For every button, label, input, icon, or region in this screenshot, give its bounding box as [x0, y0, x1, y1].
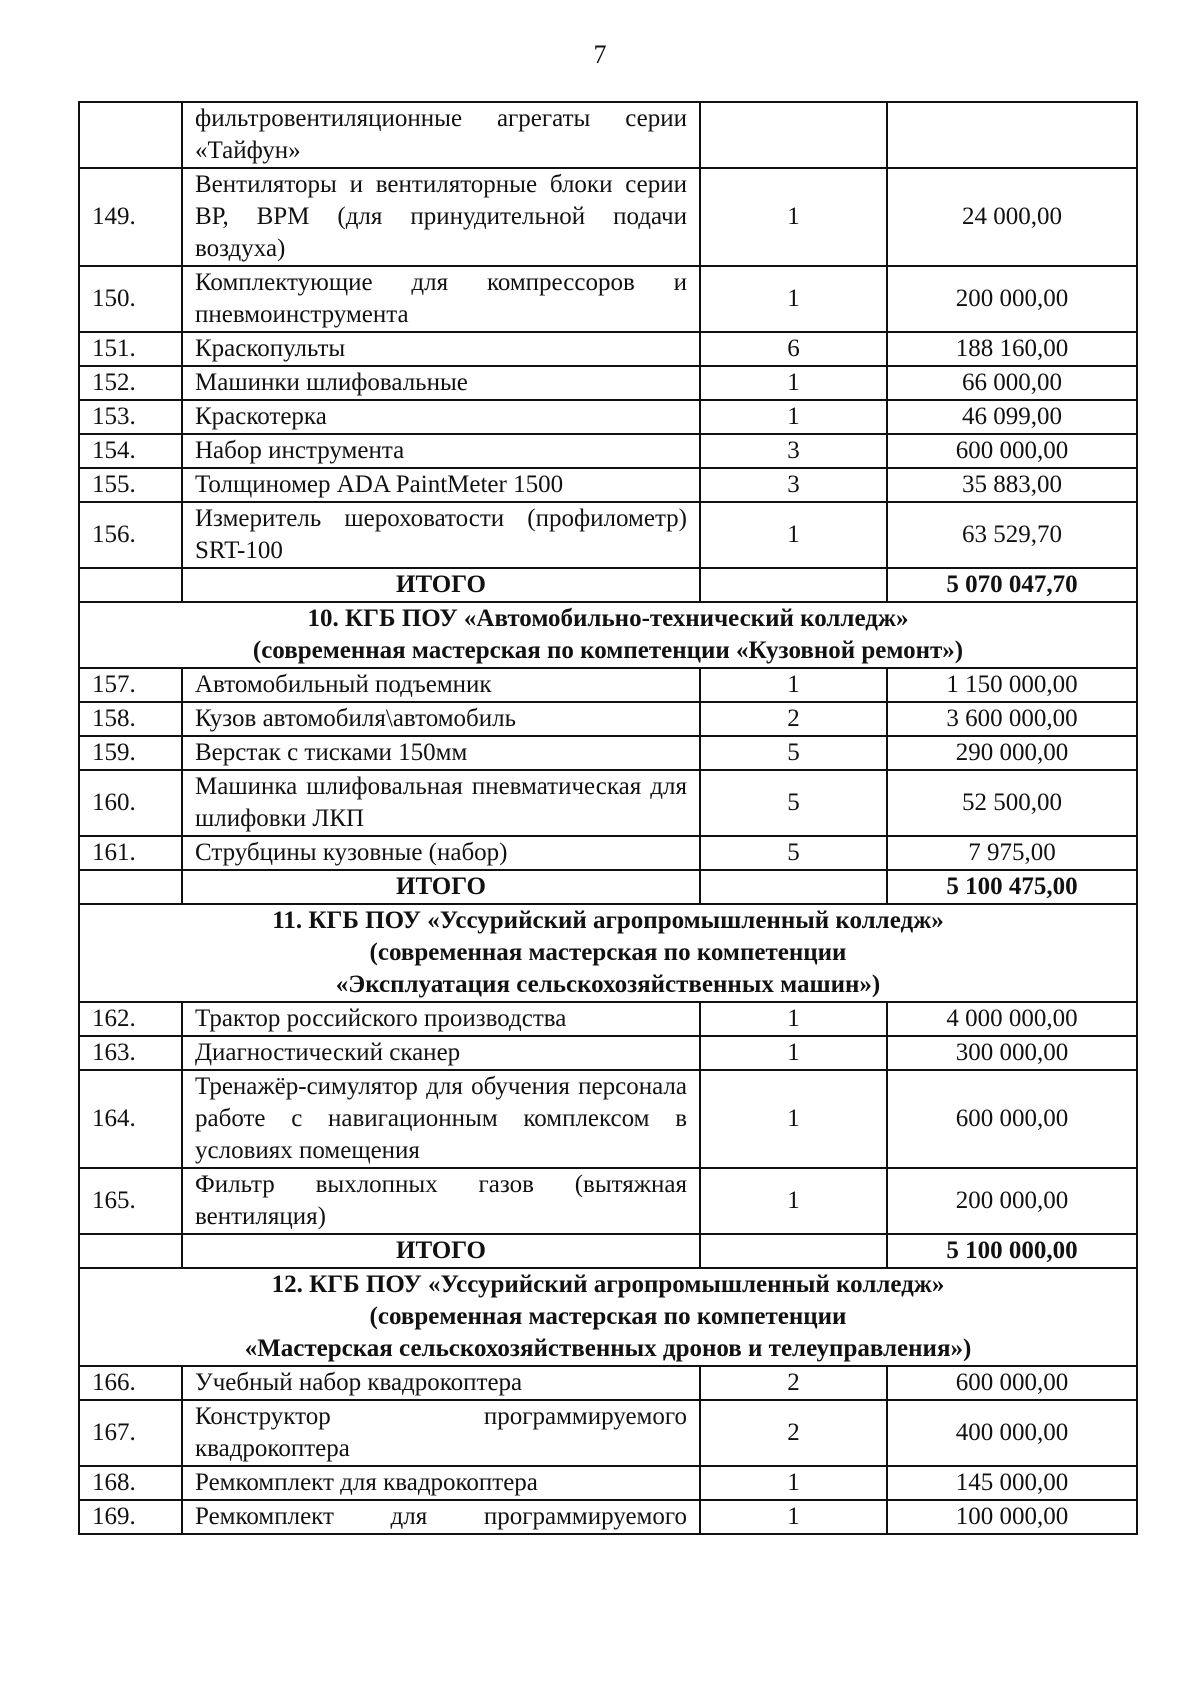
item-quantity: 5: [700, 836, 887, 870]
item-quantity: 1: [700, 1036, 887, 1070]
item-quantity: 2: [700, 1366, 887, 1400]
section-line: 11. КГБ ПОУ «Уссурийский агропромышленный колледж»: [272, 907, 944, 934]
section-header: [79, 1268, 1137, 1366]
item-quantity: 6: [700, 332, 887, 366]
item-sum: [887, 102, 1137, 168]
section-title: [79, 602, 1137, 668]
item-sum: 7 975,00: [887, 836, 1137, 870]
item-sum: 600 000,00: [887, 1070, 1137, 1168]
total-row: [79, 1234, 1137, 1268]
item-sum: 100 000,00: [887, 1500, 1137, 1534]
row-number: 157.: [79, 668, 182, 702]
section-line: «Эксплуатация сельскохозяйственных машин»): [335, 971, 881, 998]
item-sum: 35 883,00: [887, 468, 1137, 502]
section-line: «Мастерская сельскохозяйственных дронов и телеуправления»): [244, 1335, 972, 1362]
row-number: 161.: [79, 836, 182, 870]
row-number: 150.: [79, 266, 182, 332]
table-row: [79, 502, 1137, 568]
item-name: Трактор российского производства: [182, 1002, 700, 1036]
table-row: [79, 434, 1137, 468]
item-quantity: 1: [700, 502, 887, 568]
section-line: 12. КГБ ПОУ «Уссурийский агропромышленный колледж»: [271, 1271, 945, 1298]
item-quantity: 1: [700, 1002, 887, 1036]
table-row: [79, 1002, 1137, 1036]
item-sum: 600 000,00: [887, 434, 1137, 468]
item-sum: 24 000,00: [887, 168, 1137, 266]
item-sum: 4 000 000,00: [887, 1002, 1137, 1036]
row-number: 169.: [79, 1500, 182, 1534]
item-quantity: 1: [700, 1070, 887, 1168]
row-number: 152.: [79, 366, 182, 400]
table-row: [79, 770, 1137, 836]
total-sum: 5 100 475,00: [887, 870, 1137, 904]
item-name: Учебный набор квадрокоптера: [182, 1366, 700, 1400]
total-sum: 5 100 000,00: [887, 1234, 1137, 1268]
row-number: 153.: [79, 400, 182, 434]
total-label: ИТОГО: [182, 870, 700, 904]
item-quantity: 1: [700, 168, 887, 266]
row-number: 156.: [79, 502, 182, 568]
item-quantity: 2: [700, 1400, 887, 1466]
row-number: 165.: [79, 1168, 182, 1234]
item-sum: 63 529,70: [887, 502, 1137, 568]
item-name: Конструктор программируемого квадрокоптера: [182, 1400, 700, 1466]
table-row: [79, 702, 1137, 736]
section-title: [79, 904, 1137, 1002]
table-row: [79, 366, 1137, 400]
item-sum: 290 000,00: [887, 736, 1137, 770]
item-quantity: 1: [700, 366, 887, 400]
table-row: [79, 1070, 1137, 1168]
row-number: 154.: [79, 434, 182, 468]
item-sum: 3 600 000,00: [887, 702, 1137, 736]
section-header: [79, 602, 1137, 668]
empty-cell: [79, 568, 182, 602]
table-row: [79, 266, 1137, 332]
row-number: 168.: [79, 1466, 182, 1500]
row-number: 167.: [79, 1400, 182, 1466]
item-quantity: 3: [700, 468, 887, 502]
item-quantity: 5: [700, 736, 887, 770]
table-row: [79, 736, 1137, 770]
total-label: ИТОГО: [182, 568, 700, 602]
item-name: Набор инструмента: [182, 434, 700, 468]
item-name: фильтровентиляционные агрегаты серии «Тайфун»: [182, 102, 700, 168]
table-row: [79, 102, 1137, 168]
item-name: Автомобильный подъемник: [182, 668, 700, 702]
empty-cell: [700, 870, 887, 904]
item-name: Машинки шлифовальные: [182, 366, 700, 400]
item-quantity: 3: [700, 434, 887, 468]
empty-cell: [700, 568, 887, 602]
row-number: 164.: [79, 1070, 182, 1168]
page-number: 7: [593, 40, 607, 69]
row-number: 160.: [79, 770, 182, 836]
item-name: Краскотерка: [182, 400, 700, 434]
table-row: [79, 400, 1137, 434]
item-name: Кузов автомобиля\автомобиль: [182, 702, 700, 736]
equipment-table: [78, 101, 1138, 1535]
item-name: Краскопульты: [182, 332, 700, 366]
item-quantity: 5: [700, 770, 887, 836]
row-number: 159.: [79, 736, 182, 770]
total-label: ИТОГО: [182, 1234, 700, 1268]
table-row: [79, 668, 1137, 702]
item-name: Вентиляторы и вентиляторные блоки серии ВР, ВРМ (для принудительной подачи воздуха): [182, 168, 700, 266]
item-sum: 66 000,00: [887, 366, 1137, 400]
item-sum: 52 500,00: [887, 770, 1137, 836]
table-row: [79, 1466, 1137, 1500]
table-row: [79, 168, 1137, 266]
row-number: 149.: [79, 168, 182, 266]
item-name: Комплектующие для компрессоров и пневмоинструмента: [182, 266, 700, 332]
item-sum: 600 000,00: [887, 1366, 1137, 1400]
row-number: [79, 102, 182, 168]
item-sum: 200 000,00: [887, 266, 1137, 332]
item-sum: 400 000,00: [887, 1400, 1137, 1466]
section-line: (современная мастерская по компетенции «Кузовной ремонт»): [252, 637, 964, 664]
section-line: (современная мастерская по компетенции: [369, 1303, 847, 1330]
total-sum: 5 070 047,70: [887, 568, 1137, 602]
row-number: 162.: [79, 1002, 182, 1036]
item-quantity: 2: [700, 702, 887, 736]
table-row: [79, 1036, 1137, 1070]
section-line: 10. КГБ ПОУ «Автомобильно-технический колледж»: [307, 605, 909, 632]
table-row: [79, 1500, 1137, 1534]
item-name: Машинка шлифовальная пневматическая для шлифовки ЛКП: [182, 770, 700, 836]
item-sum: 1 150 000,00: [887, 668, 1137, 702]
item-quantity: 1: [700, 1466, 887, 1500]
item-sum: 145 000,00: [887, 1466, 1137, 1500]
table-row: [79, 1400, 1137, 1466]
item-sum: 200 000,00: [887, 1168, 1137, 1234]
item-sum: 46 099,00: [887, 400, 1137, 434]
row-number: 158.: [79, 702, 182, 736]
table-row: [79, 332, 1137, 366]
empty-cell: [79, 870, 182, 904]
section-title: [79, 1268, 1137, 1366]
table-row: [79, 1168, 1137, 1234]
item-name: Струбцины кузовные (набор): [182, 836, 700, 870]
item-quantity: 1: [700, 1168, 887, 1234]
empty-cell: [79, 1234, 182, 1268]
row-number: 151.: [79, 332, 182, 366]
item-name: Фильтр выхлопных газов (вытяжная вентиляция): [182, 1168, 700, 1234]
item-quantity: 1: [700, 668, 887, 702]
row-number: 163.: [79, 1036, 182, 1070]
empty-cell: [700, 1234, 887, 1268]
item-sum: 300 000,00: [887, 1036, 1137, 1070]
row-number: 155.: [79, 468, 182, 502]
table-row: [79, 836, 1137, 870]
row-number: 166.: [79, 1366, 182, 1400]
item-name: Измеритель шероховатости (профилометр) SRT-100: [182, 502, 700, 568]
item-quantity: 1: [700, 400, 887, 434]
item-quantity: [700, 102, 887, 168]
table-row: [79, 1366, 1137, 1400]
item-name: Ремкомплект для квадрокоптера: [182, 1466, 700, 1500]
item-name: Ремкомплект для программируемого: [182, 1500, 700, 1534]
item-name: Толщиномер ADA PaintMeter 1500: [182, 468, 700, 502]
table-row: [79, 468, 1137, 502]
total-row: [79, 870, 1137, 904]
item-name: Верстак с тисками 150мм: [182, 736, 700, 770]
total-row: [79, 568, 1137, 602]
section-line: (современная мастерская по компетенции: [369, 939, 847, 966]
item-sum: 188 160,00: [887, 332, 1137, 366]
item-name: Диагностический сканер: [182, 1036, 700, 1070]
item-quantity: 1: [700, 1500, 887, 1534]
item-name: Тренажёр-симулятор для обучения персонала работе с навигационным комплексом в условиях помещения: [182, 1070, 700, 1168]
item-quantity: 1: [700, 266, 887, 332]
section-header: [79, 904, 1137, 1002]
